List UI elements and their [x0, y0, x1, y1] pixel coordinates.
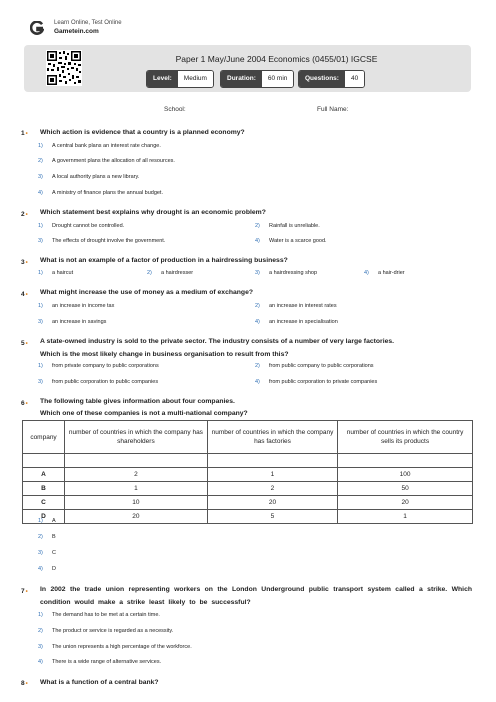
question-number: 5• — [21, 340, 28, 347]
table-cell: 20 — [65, 510, 208, 524]
table-row — [23, 468, 473, 482]
questions-value: 40 — [345, 71, 364, 87]
answer-option[interactable]: 1) an increase in income tax — [38, 303, 115, 309]
table-cell: B — [23, 482, 65, 496]
table-cell: 20 — [338, 496, 473, 510]
question-subtext: Which one of these companies is not a multi-national company? — [40, 410, 248, 417]
duration-value: 60 min — [262, 71, 294, 87]
brand-site[interactable]: Gametein.com — [54, 28, 99, 35]
question-subtext: Which is the most likely change in business organisation to result from this? — [40, 351, 289, 358]
answer-option[interactable]: 4) A ministry of finance plans the annual budget. — [38, 190, 163, 196]
question-text: What might increase the use of money as a medium of exchange? — [40, 289, 254, 296]
table-row — [23, 482, 473, 496]
answer-option[interactable]: 1) a haircut — [38, 270, 74, 276]
gametein-logo-icon — [30, 21, 44, 35]
question-number: 6• — [21, 400, 28, 407]
answer-option[interactable]: 3) The effects of drought involve the government. — [38, 238, 166, 244]
qr-code-icon — [46, 50, 82, 86]
answer-option[interactable]: 2) Rainfall is unreliable. — [255, 223, 320, 229]
answer-option[interactable]: 1) The demand has to be met at a certain time. — [38, 612, 160, 618]
duration-label: Duration: — [221, 71, 262, 87]
answer-option[interactable]: 2) a hairdresser — [147, 270, 194, 276]
level-value: Medium — [178, 71, 213, 87]
question-text: What is not an example of a factor of production in a hairdressing business? — [40, 257, 288, 264]
table-cell: C — [23, 496, 65, 510]
answer-option[interactable]: 2) B — [38, 534, 56, 540]
table-cell: 1 — [338, 510, 473, 524]
answer-option[interactable]: 2) A government plans the allocation of all resources. — [38, 158, 175, 164]
table-cell: 50 — [338, 482, 473, 496]
answer-option[interactable]: 4) a hair-drier — [364, 270, 405, 276]
questions-label: Questions: — [299, 71, 345, 87]
table-header: company — [23, 421, 65, 454]
answer-option[interactable]: 3) A local authority plans a new library. — [38, 174, 140, 180]
answer-option[interactable]: 1) Drought cannot be controlled. — [38, 223, 125, 229]
answer-option[interactable]: 2) an increase in interest rates — [255, 303, 337, 309]
table-header: number of countries in which the company has shareholders — [65, 421, 208, 454]
table-cell: 1 — [207, 468, 337, 482]
school-field-label: School: — [164, 106, 186, 113]
answer-option[interactable]: 3) an increase in savings — [38, 319, 107, 325]
answer-option[interactable]: 3) from public corporation to public companies — [38, 379, 159, 385]
answer-option[interactable]: 2) from public company to public corporations — [255, 363, 374, 369]
question-number: 2• — [21, 211, 28, 218]
question-number: 1• — [21, 130, 28, 137]
duration-pill — [220, 70, 294, 88]
answer-option[interactable]: 3) The union represents a high percentage of the workforce. — [38, 644, 192, 650]
answer-option[interactable]: 4) There is a wide range of alternative services. — [38, 659, 162, 665]
table-cell: 10 — [65, 496, 208, 510]
table-row — [23, 496, 473, 510]
question-number: 3• — [21, 259, 28, 266]
table-header: number of countries in which the country sells its products — [338, 421, 473, 454]
answer-option[interactable]: 3) C — [38, 550, 56, 556]
questions-pill — [298, 70, 365, 88]
question-number: 8• — [21, 680, 28, 687]
question-text: What is a function of a central bank? — [40, 679, 159, 686]
table-cell: D — [23, 510, 65, 524]
answer-option[interactable]: 1) A — [38, 518, 56, 524]
question-text: In 2002 the trade union representing workers on the London Underground public transport system called a strike. Which condition would make a strike least likely to be successful? — [40, 586, 472, 606]
question-number: 4• — [21, 291, 28, 298]
level-pill — [146, 70, 214, 88]
table-header: number of countries in which the company has factories — [207, 421, 337, 454]
answer-option[interactable]: 1) from private company to public corporations — [38, 363, 159, 369]
answer-option[interactable]: 3) a hairdressing shop — [255, 270, 318, 276]
answer-option[interactable]: 4) an increase in specialisation — [255, 319, 338, 325]
table-cell: 5 — [207, 510, 337, 524]
table-spacer-row — [23, 454, 473, 468]
table-cell: 2 — [207, 482, 337, 496]
answer-option[interactable]: 4) from public corporation to private companies — [255, 379, 378, 385]
answer-option[interactable]: 4) D — [38, 566, 56, 572]
answer-option[interactable]: 2) The product or service is regarded as a necessity. — [38, 628, 174, 634]
table-cell: 1 — [65, 482, 208, 496]
table-cell: A — [23, 468, 65, 482]
level-label: Level: — [147, 71, 178, 87]
table-cell: 20 — [207, 496, 337, 510]
question-number: 7• — [21, 588, 28, 595]
table-row — [23, 510, 473, 524]
question-text: A state-owned industry is sold to the private sector. The industry consists of a number of very large factories. — [40, 338, 395, 345]
answer-option[interactable]: 1) A central bank plans an interest rate change. — [38, 143, 161, 149]
paper-header — [24, 45, 471, 92]
question-text: Which statement best explains why drought is an economic problem? — [40, 209, 266, 216]
question-text: Which action is evidence that a country is a planned economy? — [40, 129, 245, 136]
question-text: The following table gives information about four companies. — [40, 398, 235, 405]
companies-table — [22, 420, 473, 524]
fullname-field-label: Full Name: — [317, 106, 349, 113]
table-header-row — [23, 421, 473, 454]
brand-tagline: Learn Online, Test Online — [54, 20, 122, 26]
table-cell: 100 — [338, 468, 473, 482]
paper-title: Paper 1 May/June 2004 Economics (0455/01) IGCSE — [175, 54, 378, 64]
answer-option[interactable]: 4) Water is a scarce good. — [255, 238, 327, 244]
table-cell: 2 — [65, 468, 208, 482]
